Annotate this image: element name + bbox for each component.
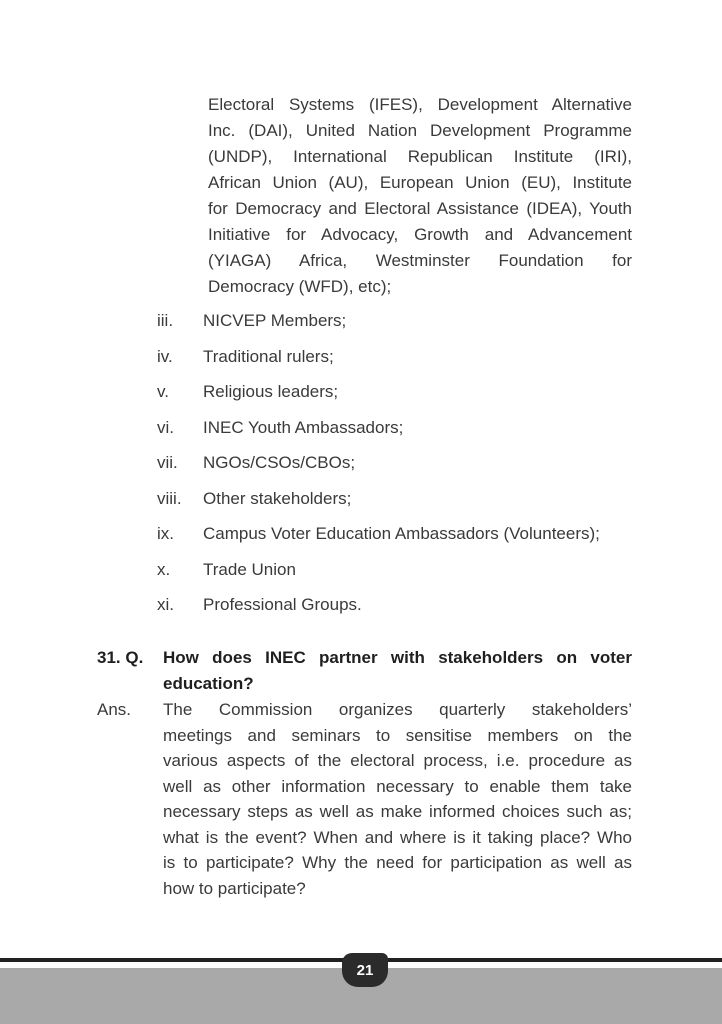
list-item-numeral: xi. [157, 595, 174, 614]
list-item-numeral: iv. [157, 346, 173, 366]
question-line: education? [163, 674, 254, 693]
list-item-text: Religious leaders; [203, 382, 339, 401]
list-item-text: INEC Youth Ambassadors; [203, 417, 404, 437]
answer-31-text [163, 697, 632, 901]
answer-line: what is the event? When and where is it taking place? Who [163, 827, 632, 847]
page-number: 21 [356, 961, 374, 979]
list-item-numeral: vi. [157, 417, 174, 437]
answer-line: various aspects of the electoral process, i.e. procedure as [163, 751, 632, 770]
answer-31-label: Ans. [97, 700, 132, 719]
list-item [157, 488, 632, 524]
answer-line: meetings and seminars to sensitise members on the [163, 725, 632, 745]
list-item [157, 381, 632, 417]
list-item [157, 452, 632, 488]
list-item-text: NICVEP Members; [203, 311, 347, 330]
list-item [157, 310, 632, 346]
list-item-numeral: viii. [157, 488, 182, 508]
paragraph-line: African Union (AU), European Union (EU), Institute [208, 173, 632, 192]
list-item-numeral: ix. [157, 524, 174, 543]
paragraph-line: for Democracy and Electoral Assistance (IDEA), Youth [208, 199, 632, 218]
list-item-numeral: iii. [157, 311, 174, 330]
answer-line: The Commission organizes quarterly stakeholders’ [163, 700, 632, 719]
list-item-text: Trade Union [203, 559, 296, 579]
paragraph-line: Electoral Systems (IFES), Development Alternative [208, 95, 632, 114]
question-line: How does INEC partner with stakeholders on voter [163, 648, 632, 667]
paragraph-line: (UNDP), International Republican Institute (IRI), [208, 147, 632, 166]
list-item [157, 523, 632, 559]
list-item-numeral: x. [157, 559, 171, 579]
list-item [157, 346, 632, 382]
answer-line: is to participate? Why the need for participation as well as [163, 853, 632, 872]
list-item [157, 594, 632, 630]
answer-line: how to participate? [163, 878, 306, 898]
international-partners-paragraph [208, 92, 632, 300]
paragraph-line: (YIAGA) Africa, Westminster Foundation for [208, 251, 632, 270]
list-item-numeral: vii. [157, 453, 178, 472]
question-31-text [163, 645, 632, 697]
question-31-label: 31. Q. [97, 648, 144, 667]
list-item [157, 559, 632, 595]
list-item-text: Traditional rulers; [203, 346, 334, 366]
list-item-text: Other stakeholders; [203, 488, 352, 508]
list-item-numeral: v. [157, 382, 169, 401]
list-item-text: Campus Voter Education Ambassadors (Volunteers); [203, 524, 600, 543]
list-item [157, 417, 632, 453]
paragraph-line: Inc. (DAI), United Nation Development Programme [208, 121, 632, 140]
stakeholder-list [157, 310, 632, 630]
paragraph-line: Democracy (WFD), etc); [208, 277, 392, 296]
page-number-badge [342, 953, 388, 987]
answer-line: well as other information necessary to enable them take [163, 776, 632, 796]
answer-line: necessary steps as well as make informed choices such as; [163, 802, 632, 821]
list-item-text: NGOs/CSOs/CBOs; [203, 453, 356, 472]
list-item-text: Professional Groups. [203, 595, 362, 614]
paragraph-line: Initiative for Advocacy, Growth and Advancement [208, 225, 632, 244]
